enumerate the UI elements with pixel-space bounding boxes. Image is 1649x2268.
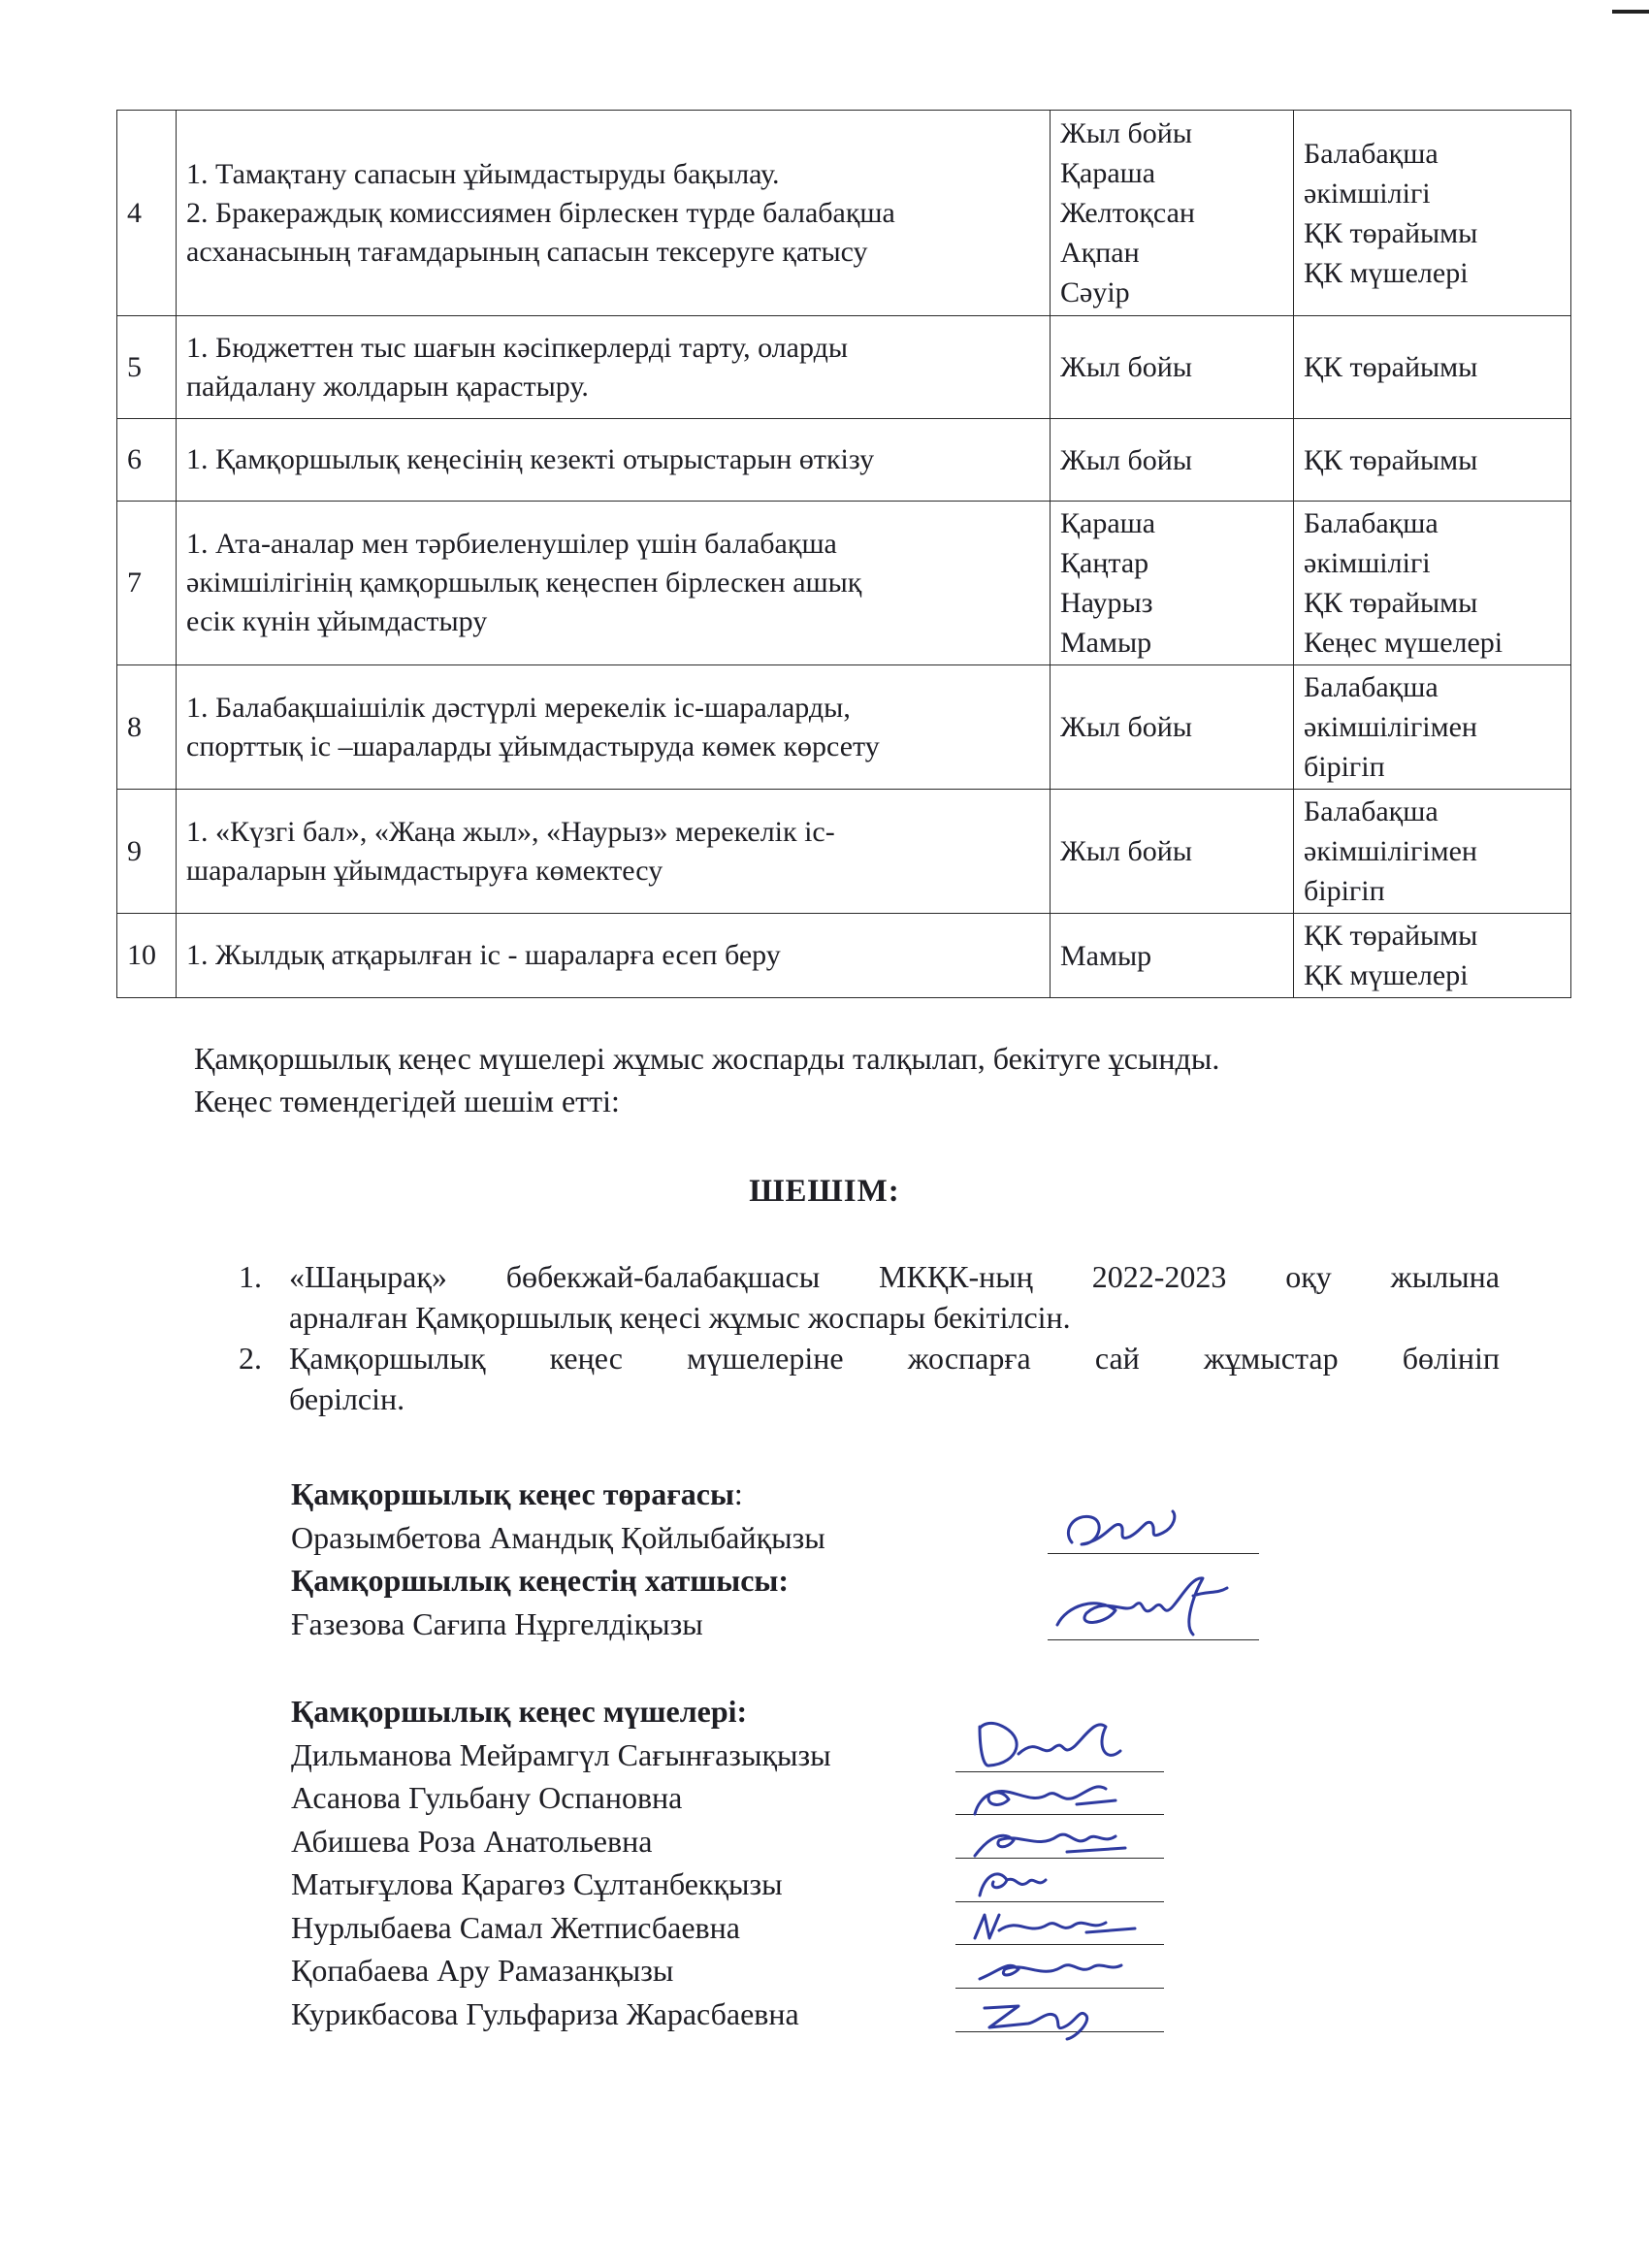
member-signature [960, 1707, 1154, 1775]
task-cell [177, 419, 1051, 502]
chair-name: Оразымбетова Амандық Қойлыбайқызы [291, 1519, 825, 1555]
responsible-line: әкімшілігі [1304, 547, 1431, 579]
timing-cell [1051, 790, 1294, 914]
timing-cell [1051, 665, 1294, 790]
intro-line-1: Қамқоршылық кеңес мүшелері жұмыс жоспарды талқылап, бекітуге ұсынды. [194, 1041, 1220, 1076]
decision-number: 2. [239, 1341, 262, 1376]
table-row [117, 111, 1571, 316]
responsible-line: Балабақша [1304, 137, 1439, 170]
table-row [117, 419, 1571, 502]
table-row [117, 665, 1571, 790]
task-line: шараларын ұйымдастыруға көмектесу [186, 854, 663, 887]
member-signature [960, 1861, 1154, 1907]
responsible-cell [1294, 665, 1571, 790]
responsible-line: Кеңес мүшелері [1304, 627, 1504, 659]
secretary-role: Қамқоршылық кеңестің хатшысы: [291, 1563, 790, 1598]
task-line: 1. Қамқоршылық кеңесінің кезекті отырыстарын өткізу [186, 443, 875, 475]
responsible-cell [1294, 419, 1571, 502]
row-number: 8 [117, 665, 177, 790]
responsible-line: әкімшілігі [1304, 177, 1431, 210]
responsible-cell [1294, 316, 1571, 419]
chair-role: Қамқоршылық кеңес төрағасы [291, 1476, 734, 1511]
timing-cell [1051, 419, 1294, 502]
timing-line: Қараша [1060, 157, 1156, 189]
intro-line-2: Кеңес төмендегідей шешім етті: [194, 1084, 620, 1118]
responsible-line: ҚК мүшелері [1304, 256, 1469, 289]
responsible-line: ҚК төрайымы [1304, 216, 1478, 249]
responsible-line: бірігіп [1304, 751, 1385, 783]
responsible-line: бірігіп [1304, 875, 1385, 907]
task-cell [177, 665, 1051, 790]
member-name: Матығұлова Қарагөз Сұлтанбекқызы [291, 1866, 783, 1901]
responsible-cell [1294, 914, 1571, 998]
task-line: асханасының тағамдарының сапасын тексеруге қатысу [186, 235, 868, 268]
responsible-line: Балабақша [1304, 795, 1439, 827]
row-number: 4 [117, 111, 177, 316]
row-number: 7 [117, 502, 177, 665]
responsible-line: әкімшілігімен [1304, 835, 1477, 867]
task-cell [177, 316, 1051, 419]
timing-cell [1051, 111, 1294, 316]
table-row [117, 502, 1571, 665]
task-cell [177, 914, 1051, 998]
timing-line: Желтоқсан [1060, 197, 1195, 229]
timing-line: Жыл бойы [1060, 711, 1192, 743]
timing-line: Мамыр [1060, 627, 1152, 659]
task-line: 2. Бракераждық комиссиямен бірлескен түрде балабақша [186, 196, 895, 229]
decision-item [239, 1256, 1500, 1338]
member-signature [960, 1946, 1154, 1993]
responsible-line: Балабақша [1304, 671, 1439, 703]
responsible-line: ҚК мүшелері [1304, 959, 1469, 991]
decision-text-line: арналған Қамқоршылық кеңесі жұмыс жоспары бекітілсін. [289, 1300, 1071, 1335]
timing-line: Қаңтар [1060, 547, 1149, 579]
decision-list [239, 1256, 1500, 1419]
row-number: 10 [117, 914, 177, 998]
timing-cell [1051, 316, 1294, 419]
member-name: Курикбасова Гульфариза Жарасбаевна [291, 1995, 799, 2031]
chair-role-colon: : [733, 1476, 743, 1511]
chair-block [291, 1473, 825, 1645]
task-cell [177, 790, 1051, 914]
task-cell [177, 111, 1051, 316]
task-line: 1. Жылдық атқарылған іс - шараларға есеп беру [186, 939, 781, 971]
decision-number: 1. [239, 1259, 262, 1294]
responsible-line: ҚК төрайымы [1304, 920, 1478, 952]
task-line: әкімшілігінің қамқоршылық кеңеспен бірлескен ашық [186, 567, 862, 599]
task-line: 1. Тамақтану сапасын ұйымдастыруды бақылау. [186, 157, 780, 190]
row-number: 5 [117, 316, 177, 419]
timing-line: Сәуір [1060, 276, 1130, 308]
table-row [117, 914, 1571, 998]
decision-text-line: берілсін. [289, 1381, 405, 1416]
member-signature [960, 1775, 1154, 1824]
member-name: Нурлыбаева Самал Жетписбаевна [291, 1909, 740, 1945]
timing-cell [1051, 502, 1294, 665]
timing-line: Мамыр [1060, 939, 1152, 972]
member-name: Абишева Роза Анатольевна [291, 1823, 653, 1859]
work-plan-table [116, 110, 1571, 998]
member-name: Асанова Гульбану Оспановна [291, 1780, 683, 1815]
timing-line: Наурыз [1060, 587, 1153, 619]
timing-line: Жыл бойы [1060, 351, 1192, 383]
responsible-line: әкімшілігімен [1304, 711, 1477, 743]
task-line: 1. Бюджеттен тыс шағын кәсіпкерлерді тарту, оларды [186, 331, 848, 364]
members-heading: Қамқоршылық кеңес мүшелері: [291, 1694, 748, 1729]
timing-line: Жыл бойы [1060, 835, 1192, 867]
responsible-cell [1294, 502, 1571, 665]
secretary-signature [1048, 1567, 1261, 1644]
task-line: 1. Ата-аналар мен тәрбиеленушілер үшін балабақша [186, 528, 837, 560]
row-number: 9 [117, 790, 177, 914]
responsible-line: ҚК төрайымы [1304, 587, 1478, 619]
decision-item [239, 1338, 1500, 1419]
member-signature [960, 1903, 1154, 1950]
member-signature [960, 1989, 1154, 2047]
secretary-name: Ғазезова Сағипа Нұргелдіқызы [291, 1605, 703, 1641]
table-row [117, 316, 1571, 419]
timing-line: Жыл бойы [1060, 443, 1192, 476]
task-line: 1. Балабақшаішілік дәстүрлі мерекелік іс-шараларды, [186, 691, 851, 724]
row-number: 6 [117, 419, 177, 502]
responsible-cell [1294, 111, 1571, 316]
responsible-line: ҚК төрайымы [1304, 351, 1478, 383]
responsible-cell [1294, 790, 1571, 914]
task-line: 1. «Күзгі бал», «Жаңа жыл», «Наурыз» мерекелік іс- [186, 815, 835, 848]
timing-line: Қараша [1060, 507, 1156, 539]
member-name: Қопабаева Ару Рамазанқызы [291, 1953, 674, 1988]
timing-line: Ақпан [1060, 237, 1140, 269]
responsible-line: ҚК төрайымы [1304, 443, 1478, 476]
decision-text-line: «Шаңырақ» бөбекжай-балабақшасы МКҚК-ның 2022-2023 оқу жылына [289, 1259, 1500, 1294]
timing-cell [1051, 914, 1294, 998]
decision-text-line: Қамқоршылық кеңес мүшелеріне жоспарға сай жұмыстар бөлініп [289, 1341, 1500, 1376]
task-line: спорттық іс –шараларды ұйымдастыруда көмек көрсету [186, 729, 880, 762]
decision-title: ШЕШІМ: [749, 1174, 900, 1209]
members-block [291, 1690, 831, 2035]
task-cell [177, 502, 1051, 665]
responsible-line: Балабақша [1304, 507, 1439, 539]
chair-signature [1052, 1502, 1246, 1560]
timing-line: Жыл бойы [1060, 117, 1192, 149]
member-name: Дильманова Мейрамгүл Сағынғазықызы [291, 1736, 831, 1772]
task-line: пайдалану жолдарын қарастыру. [186, 370, 589, 403]
table-row [117, 790, 1571, 914]
task-line: есік күнін ұйымдастыру [186, 605, 488, 637]
scan-edge-mark [1612, 10, 1649, 14]
